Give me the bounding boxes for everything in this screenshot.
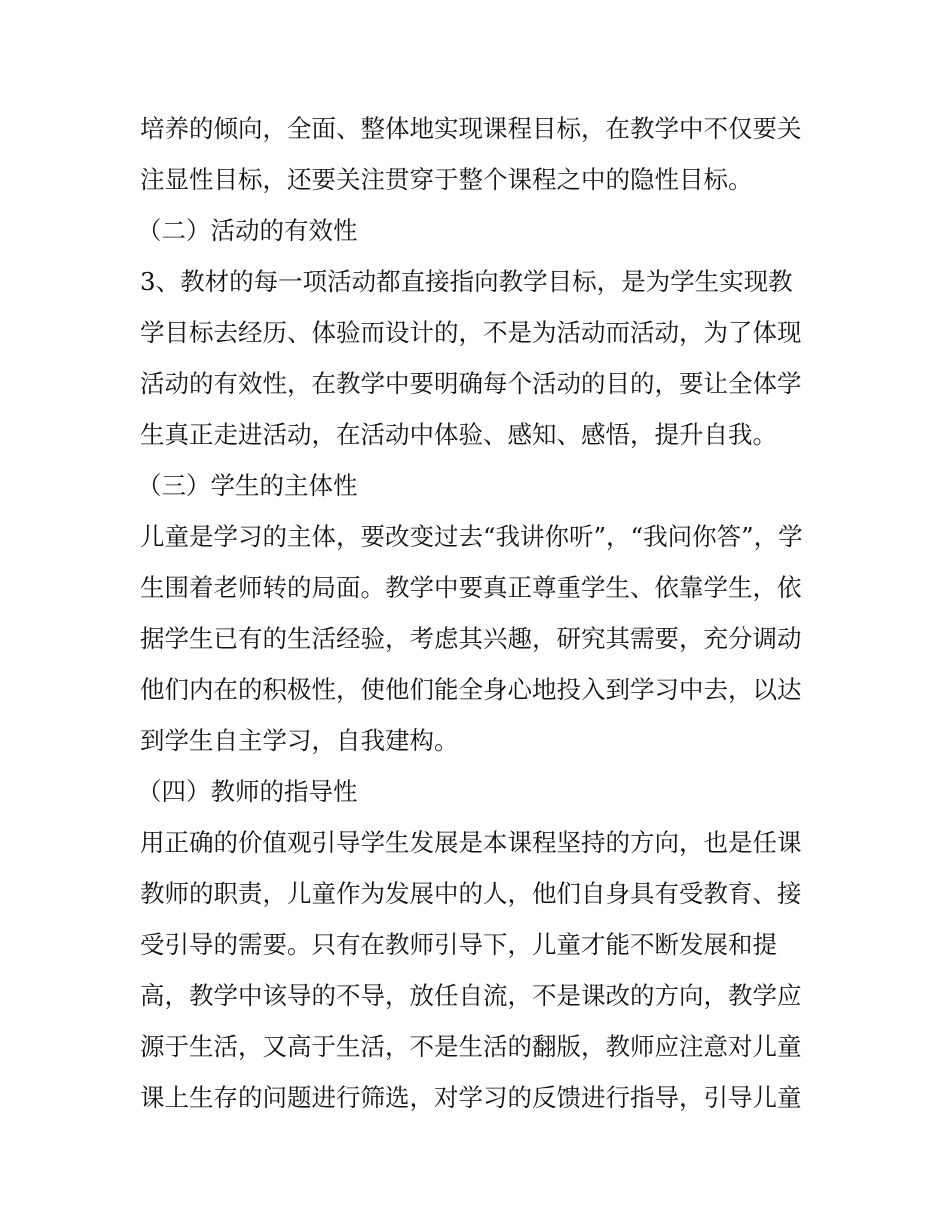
text-line: 教师的职责，儿童作为发展中的人，他们自身具有受教育、接 [140, 879, 802, 908]
text-line: 他们内在的积极性，使他们能全身心地投入到学习中去，以达 [140, 675, 802, 704]
section-heading: （三）学生的主体性 [137, 471, 358, 500]
text-line: 活动的有效性，在教学中要明确每个活动的目的，要让全体学 [140, 369, 802, 398]
document-body [137, 103, 820, 1123]
text-line: 受引导的需要。只有在教师引导下，儿童才能不断发展和提 [140, 930, 777, 959]
text-line: 课上生存的问题进行筛选，对学习的反馈进行指导，引导儿童 [140, 1083, 802, 1112]
text-line: 生真正走进活动，在活动中体验、感知、感悟，提升自我。 [140, 420, 777, 449]
text-line: 生围着老师转的局面。教学中要真正尊重学生、依靠学生，依 [140, 573, 802, 602]
text-line: 高，教学中该导的不导，放任自流，不是课改的方向，教学应 [140, 981, 802, 1010]
text-line: 用正确的价值观引导学生发展是本课程坚持的方向，也是任课 [140, 828, 802, 857]
text-line: 源于生活，又高于生活，不是生活的翻版，教师应注意对儿童 [140, 1032, 802, 1061]
text-line: 到学生自主学习，自我建构。 [140, 726, 459, 755]
section-heading: （四）教师的指导性 [137, 777, 358, 806]
text-line: 3、教材的每一项活动都直接指向教学目标，是为学生实现教 [140, 267, 793, 296]
text-line: 学目标去经历、体验而设计的，不是为活动而活动，为了体现 [140, 318, 802, 347]
text-line: 儿童是学习的主体，要改变过去“我讲你听”，“我问你答”，学 [140, 522, 803, 551]
text-line: 培养的倾向，全面、整体地实现课程目标，在教学中不仅要关 [140, 114, 802, 143]
section-heading: （二）活动的有效性 [137, 216, 358, 245]
text-line: 注显性目标，还要关注贯穿于整个课程之中的隐性目标。 [140, 165, 753, 194]
text-line: 据学生已有的生活经验，考虑其兴趣，研究其需要，充分调动 [140, 624, 802, 653]
